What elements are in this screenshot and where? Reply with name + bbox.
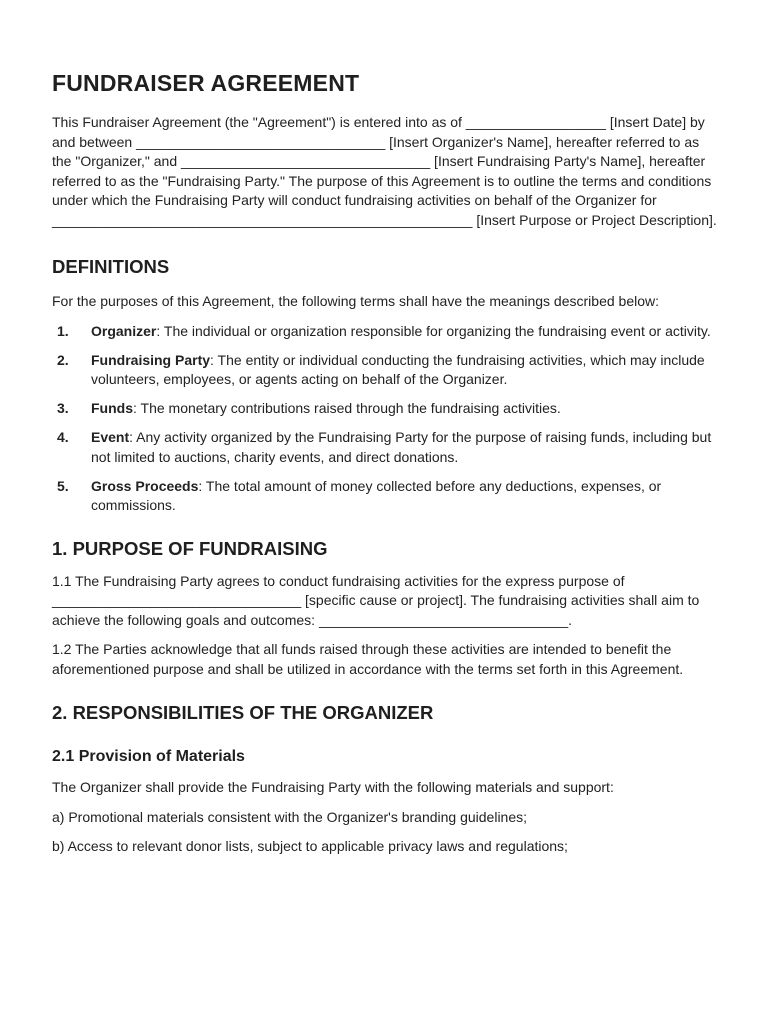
document-page	[52, 70, 722, 867]
definition-term: Gross Proceeds	[91, 477, 199, 494]
definition-term: Funds	[91, 400, 133, 416]
definition-item	[52, 477, 722, 516]
definition-text: : Any activity organized by the Fundraising Party for the purpose of raising funds, including but not limited to auctions, charity events, and direct donations.	[91, 429, 712, 465]
definition-item	[52, 428, 722, 467]
definition-item	[52, 322, 722, 342]
materials-item: b) Access to relevant donor lists, subject to applicable privacy laws and regulations;	[52, 838, 568, 854]
definition-number: 2.	[57, 351, 69, 368]
purpose-heading: 1. PURPOSE OF FUNDRAISING	[52, 537, 328, 559]
definition-text: : The entity or individual conducting the fundraising activities, which may include volunteers, employees, or agents acting on behalf of the Organizer.	[91, 351, 705, 387]
definition-item	[52, 399, 722, 419]
definition-text: : The individual or organization responsible for organizing the fundraising event or activity.	[156, 322, 711, 339]
provision-of-materials-heading: 2.1 Provision of Materials	[52, 748, 245, 765]
definition-number: 3.	[57, 400, 69, 416]
definition-number: 4.	[57, 429, 69, 445]
document-title: FUNDRAISER AGREEMENT	[52, 70, 360, 96]
definition-number: 1.	[57, 322, 69, 339]
purpose-clause-1-1: 1.1 The Fundraising Party agrees to conduct fundraising activities for the express purpose of ________________________________ [specific cause or project]. The fundraising activities shall aim to achieve the following goals and outcomes: ________________________________.	[52, 572, 700, 628]
definitions-list	[52, 322, 722, 516]
definition-term: Organizer	[91, 322, 157, 339]
definition-item	[52, 351, 722, 390]
definition-term: Event	[91, 429, 130, 445]
materials-intro: The Organizer shall provide the Fundraising Party with the following materials and support:	[52, 779, 614, 795]
definition-text: : The total amount of money collected before any deductions, expenses, or commissions.	[91, 477, 662, 513]
intro-paragraph: This Fundraiser Agreement (the "Agreement") is entered into as of __________________ [Insert Date] by and between ________________________________ [Insert Organizer's Name], hereafter referred to as the "Organizer," and ________________________________ [Insert Fundraising Party's Name], hereafter referred to as the "Fundraising Party." The purpose of this Agreement is to outline the terms and conditions under which the Fundraising Party will conduct fundraising activities on behalf of the Organizer for ______________________________________________________ [Insert Purpose or Project Description].	[52, 114, 717, 228]
definitions-heading: DEFINITIONS	[52, 256, 170, 277]
definition-text: : The monetary contributions raised through the fundraising activities.	[133, 400, 561, 416]
purpose-clause-1-2: 1.2 The Parties acknowledge that all funds raised through these activities are intended to benefit the aforementioned purpose and shall be utilized in accordance with the terms set forth in this Agreement.	[52, 641, 684, 677]
responsibilities-heading: 2. RESPONSIBILITIES OF THE ORGANIZER	[52, 702, 434, 723]
definitions-intro: For the purposes of this Agreement, the following terms shall have the meanings described below:	[52, 293, 659, 309]
materials-item: a) Promotional materials consistent with the Organizer's branding guidelines;	[52, 808, 528, 825]
definition-number: 5.	[57, 477, 69, 494]
definition-term: Fundraising Party	[91, 351, 211, 368]
